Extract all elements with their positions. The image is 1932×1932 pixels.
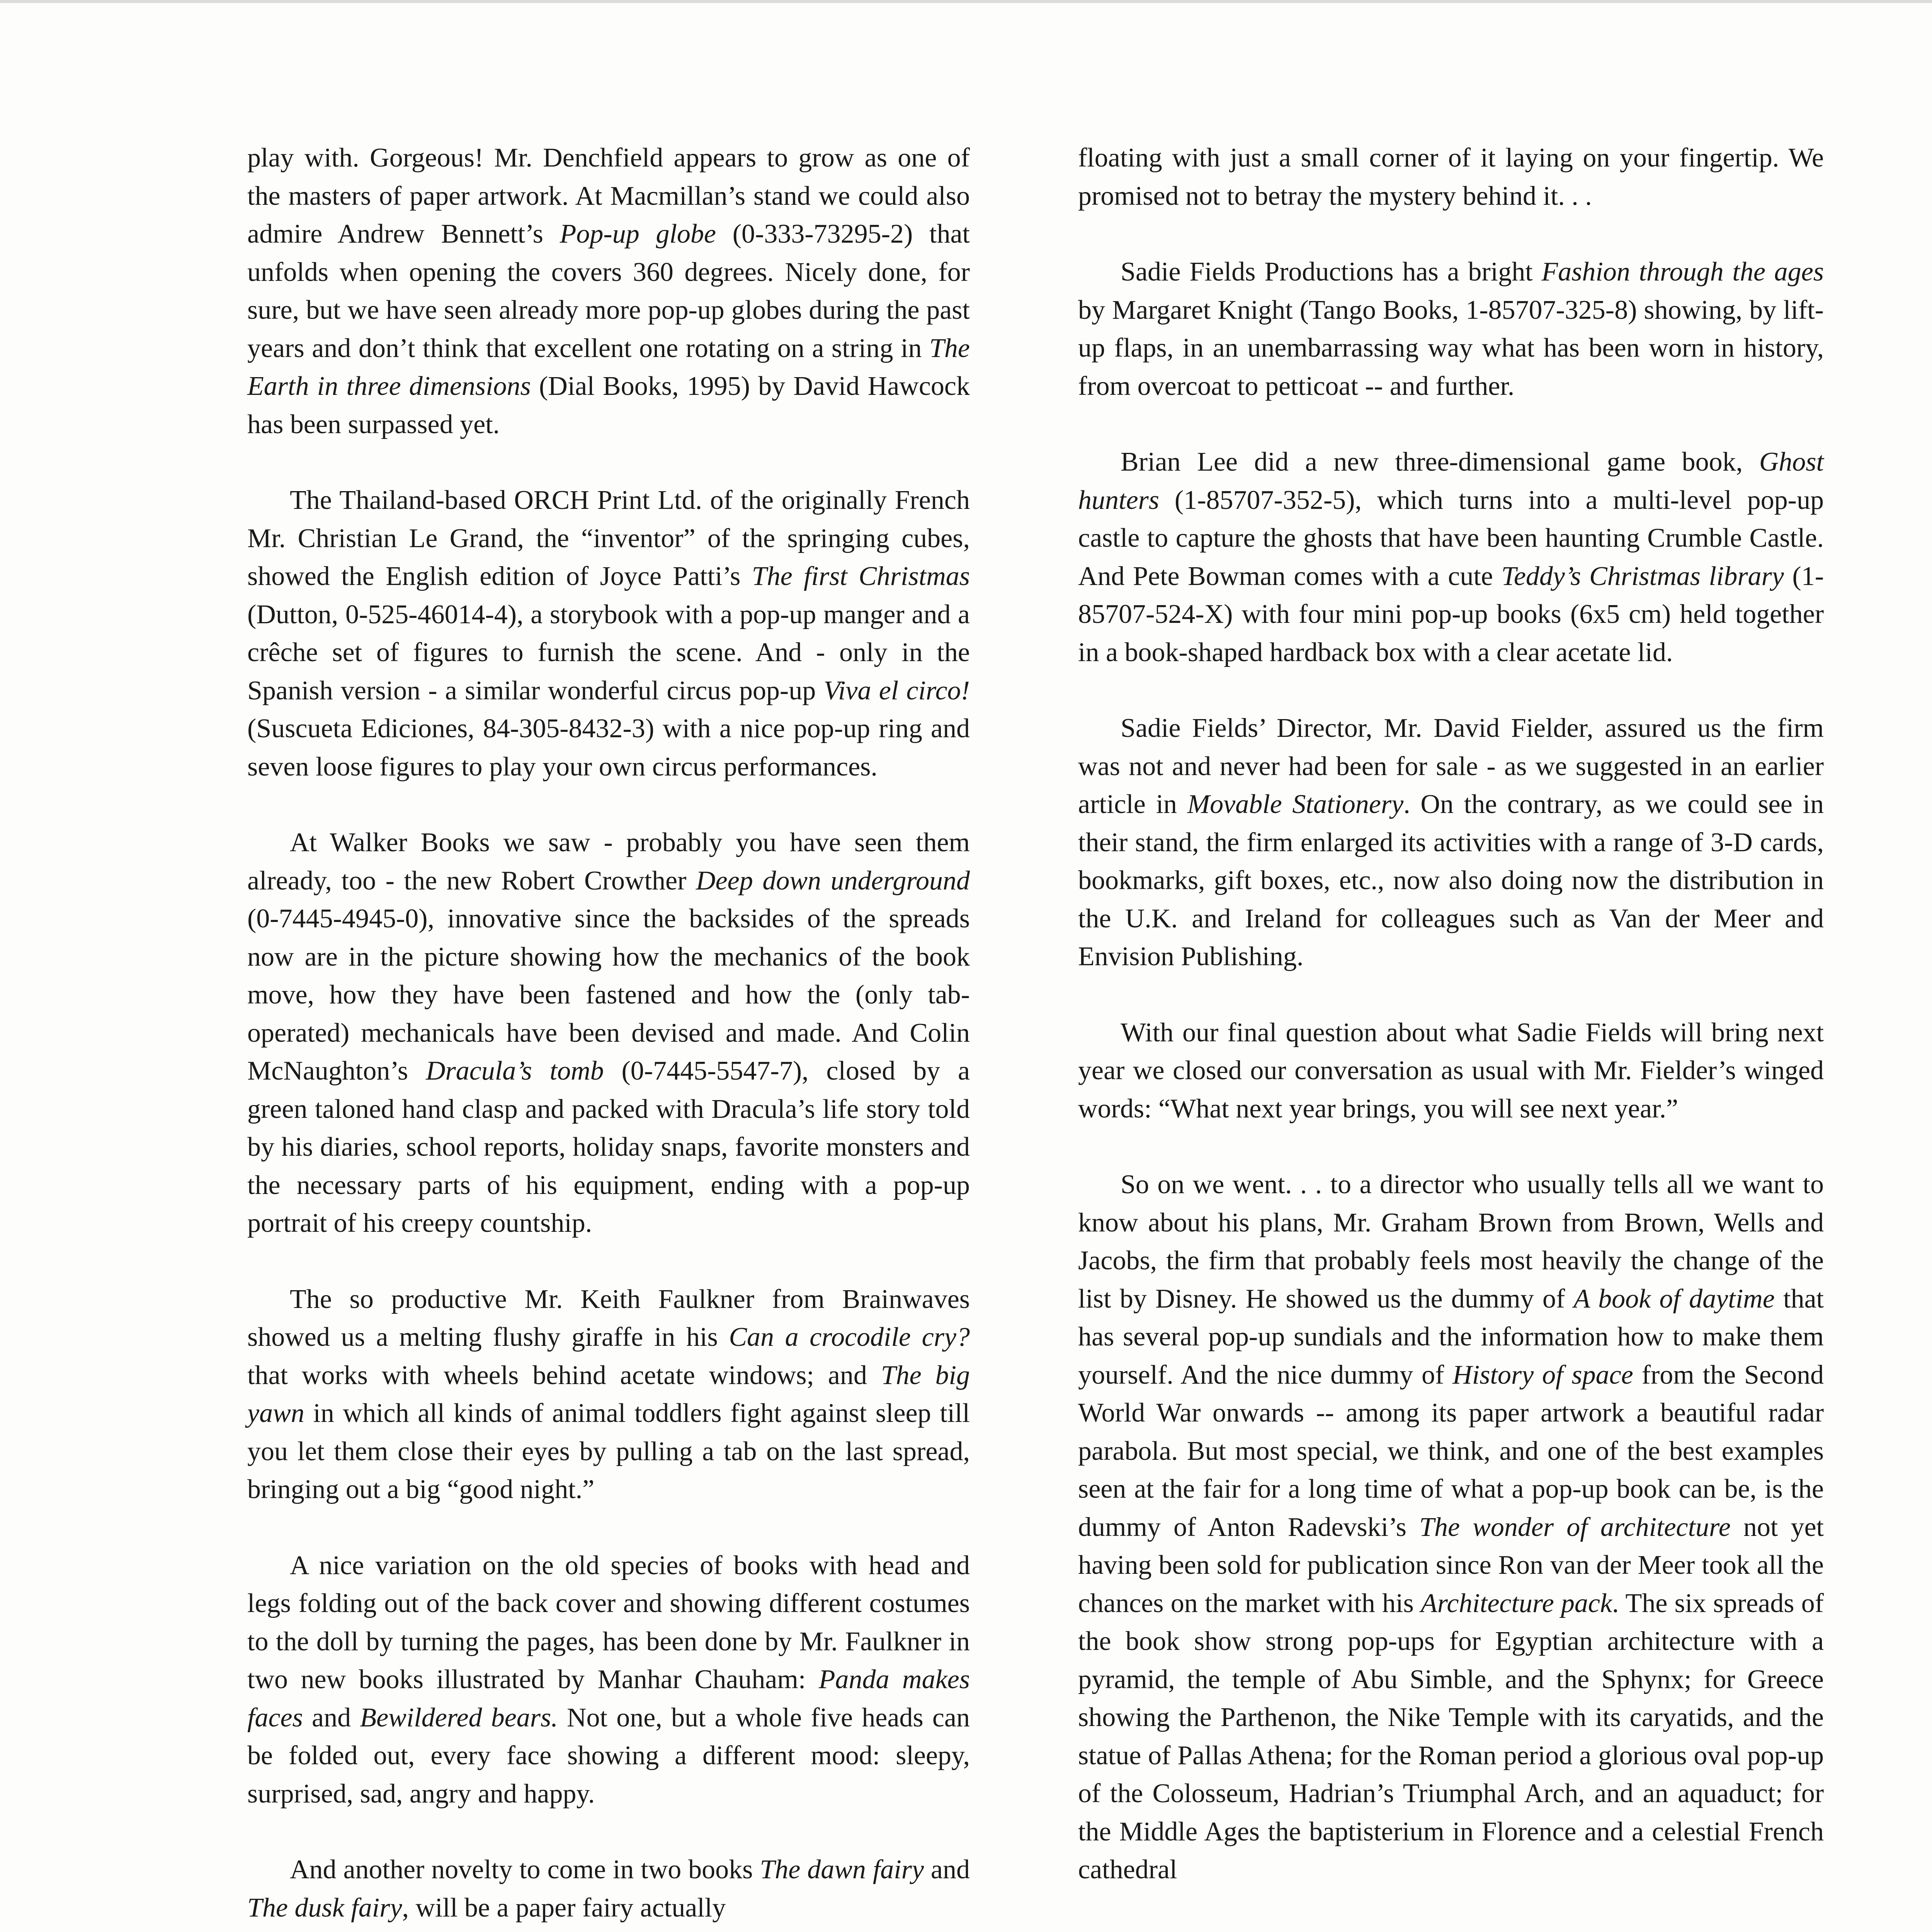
text-run: The so productive Mr. Keith Faulkner from Brainwaves showed us a melting flushy giraffe in his <box>247 1284 970 1352</box>
book-title: The first Christmas <box>752 561 970 591</box>
text-run: (1-85707-352-5), which turns into a multi-level pop-up castle to capture the ghosts that have been haunting Crumble Castle. And Pete Bowman comes with a cute <box>1078 485 1824 591</box>
right-paragraph-6 <box>1078 1166 1824 1889</box>
text-run: and <box>303 1702 360 1733</box>
text-run: not yet having been sold for publication since Ron van der Meer took all the chances on the market with his <box>1078 1512 1824 1618</box>
text-run: A nice variation on the old species of books with head and legs folding out of the back cover and showing different costumes to the doll by turning the pages, has been done by Mr. Faulkner in two new books illustrated by Manhar Chauham: <box>247 1550 970 1694</box>
book-title: Can a crocodile cry? <box>729 1322 970 1352</box>
text-run: . On the contrary, as we could see in their stand, the firm enlarged its activities with a range of 3-D cards, bookmarks, gift boxes, etc., now also doing now the distribution in the U.K. and Ireland for colleagues such as Van der Meer and Envision Publishing. <box>1078 789 1824 971</box>
left-paragraph-5 <box>247 1547 970 1813</box>
text-run: (Dutton, 0-525-46014-4), a storybook with a pop-up manger and a crêche set of figures to furnish the scene. And - only in the Spanish version - a similar wonderful circus pop-up <box>247 599 970 706</box>
book-title: Panda makes faces <box>247 1665 970 1733</box>
left-paragraph-3 <box>247 824 970 1243</box>
right-paragraph-1 <box>1078 139 1824 215</box>
book-title: History of space <box>1452 1360 1633 1390</box>
text-run: (0-7445-5547-7), closed by a green taloned hand clasp and packed with Dracula’s life story told by his diaries, school reports, holiday snaps, favorite monsters and the necessary parts of his equipment, ending with a pop-up portrait of his creepy countship. <box>247 1056 970 1238</box>
book-title: Dracula’s tomb <box>425 1056 604 1086</box>
book-title: Fashion through the ages <box>1541 257 1824 287</box>
book-title: Pop-up globe <box>560 219 716 249</box>
left-paragraph-6 <box>247 1851 970 1927</box>
left-paragraph-2 <box>247 481 970 786</box>
left-paragraph-4 <box>247 1281 970 1509</box>
text-run: floating with just a small corner of it laying on your fingertip. We promised not to betray the mystery behind it. . . <box>1078 143 1824 211</box>
text-run: With our final question about what Sadie Fields will bring next year we closed our conversation as usual with Mr. Fielder’s winged words: “What next year brings, you will see next year.” <box>1078 1017 1824 1124</box>
book-title: Bewildered bears. <box>360 1702 558 1733</box>
right-paragraph-2 <box>1078 253 1824 405</box>
book-title: Architecture pack <box>1420 1588 1612 1618</box>
text-run: The Thailand-based ORCH Print Ltd. of the originally French Mr. Christian Le Grand, the “inventor” of the springing cubes, showed the English edition of Joyce Patti’s <box>247 485 970 591</box>
scan-top-edge <box>0 0 1932 3</box>
book-title: Deep down underground <box>696 866 970 896</box>
text-run: , will be a paper fairy actually <box>402 1893 726 1923</box>
book-title: The wonder of architecture <box>1419 1512 1731 1542</box>
book-title: A book of daytime <box>1573 1284 1775 1314</box>
right-paragraph-4 <box>1078 709 1824 976</box>
text-run: and <box>924 1855 970 1884</box>
text-run: in which all kinds of animal toddlers fight against sleep till you let them close their eyes by pulling a tab on the last spread, bringing out a big “good night.” <box>247 1398 970 1504</box>
text-run: Sadie Fields’ Director, Mr. David Fielder, assured us the firm was not and never had been for sale - as we suggested in an earlier article in <box>1078 713 1824 819</box>
text-run: from the Second World War onwards -- among its paper artwork a beautiful radar parabola. But most special, we think, and one of the best examples seen at the fair for a long time of what a pop-up book can be, is the dummy of Anton Radevski’s <box>1078 1360 1824 1542</box>
book-title: The big yawn <box>247 1360 970 1428</box>
book-title: The dusk fairy <box>247 1893 402 1923</box>
text-run: that has several pop-up sundials and the information how to make them yourself. And the nice dummy of <box>1078 1284 1824 1390</box>
text-run: Sadie Fields Productions has a bright <box>1121 257 1542 287</box>
text-run: At Walker Books we saw - probably you have seen them already, too - the new Robert Crowther <box>247 828 970 896</box>
book-title: The dawn fairy <box>760 1855 924 1884</box>
right-paragraph-3 <box>1078 443 1824 672</box>
right-paragraph-5 <box>1078 1014 1824 1128</box>
left-column <box>247 139 970 1932</box>
book-title: Teddy’s Christmas library <box>1501 561 1784 591</box>
book-title: Viva el circo! <box>823 675 970 706</box>
text-run: that works with wheels behind acetate windows; and <box>247 1360 881 1390</box>
text-run: (0-7445-4945-0), innovative since the backsides of the spreads now are in the picture showing how the mechanics of the book move, how they have been fastened and how the (only tab-operated) mechanicals have been devised and made. And Colin McNaughton’s <box>247 904 970 1086</box>
text-run: play with. Gorgeous! Mr. Denchfield appears to grow as one of the masters of paper artwork. At Macmillan’s stand we could also admire Andrew Bennett’s <box>247 143 970 249</box>
left-paragraph-1 <box>247 139 970 444</box>
text-run: Brian Lee did a new three-dimensional game book, <box>1121 447 1759 477</box>
text-run: So on we went. . . to a director who usually tells all we want to know about his plans, Mr. Graham Brown from Brown, Wells and Jacobs, the firm that probably feels most heavily the change of the list by Disney. He showed us the dummy of <box>1078 1170 1824 1314</box>
right-column <box>1078 139 1824 1927</box>
text-run: by Margaret Knight (Tango Books, 1-85707-325-8) showing, by lift-up flaps, in an unembarrassing way what has been worn in history, from overcoat to petticoat -- and further. <box>1078 295 1824 401</box>
text-run: (Suscueta Ediciones, 84-305-8432-3) with a nice pop-up ring and seven loose figures to play your own circus performances. <box>247 714 970 782</box>
text-run: (Dial Books, 1995) by David Hawcock has been surpassed yet. <box>247 371 970 439</box>
text-run: And another novelty to come in two books <box>290 1855 760 1884</box>
text-run: (1-85707-524-X) with four mini pop-up books (6x5 cm) held together in a book-shaped hardback box with a clear acetate lid. <box>1078 561 1824 667</box>
text-run: . The six spreads of the book show strong pop-ups for Egyptian architecture with a pyramid, the temple of Abu Simble, and the Sphynx; for Greece showing the Parthenon, the Nike Temple with its caryatids, and the statue of Pallas Athena; for the Roman period a glorious oval pop-up of the Colosseum, Hadrian’s Triumphal Arch, and an aquaduct; for the Middle Ages the baptisterium in Florence and a celestial French cathedral <box>1078 1588 1824 1884</box>
text-run: Not one, but a whole five heads can be folded out, every face showing a different mood: sleepy, surprised, sad, angry and happy. <box>247 1702 970 1809</box>
publication-title: Movable Stationery <box>1187 789 1404 819</box>
text-run: (0-333-73295-2) that unfolds when opening the covers 360 degrees. Nicely done, for sure, but we have seen already more pop-up globes during the past years and don’t think that excellent one rotating on a string in <box>247 219 970 363</box>
book-title: The Earth in three dimensions <box>247 333 970 401</box>
book-title: Ghost hunters <box>1078 447 1824 515</box>
